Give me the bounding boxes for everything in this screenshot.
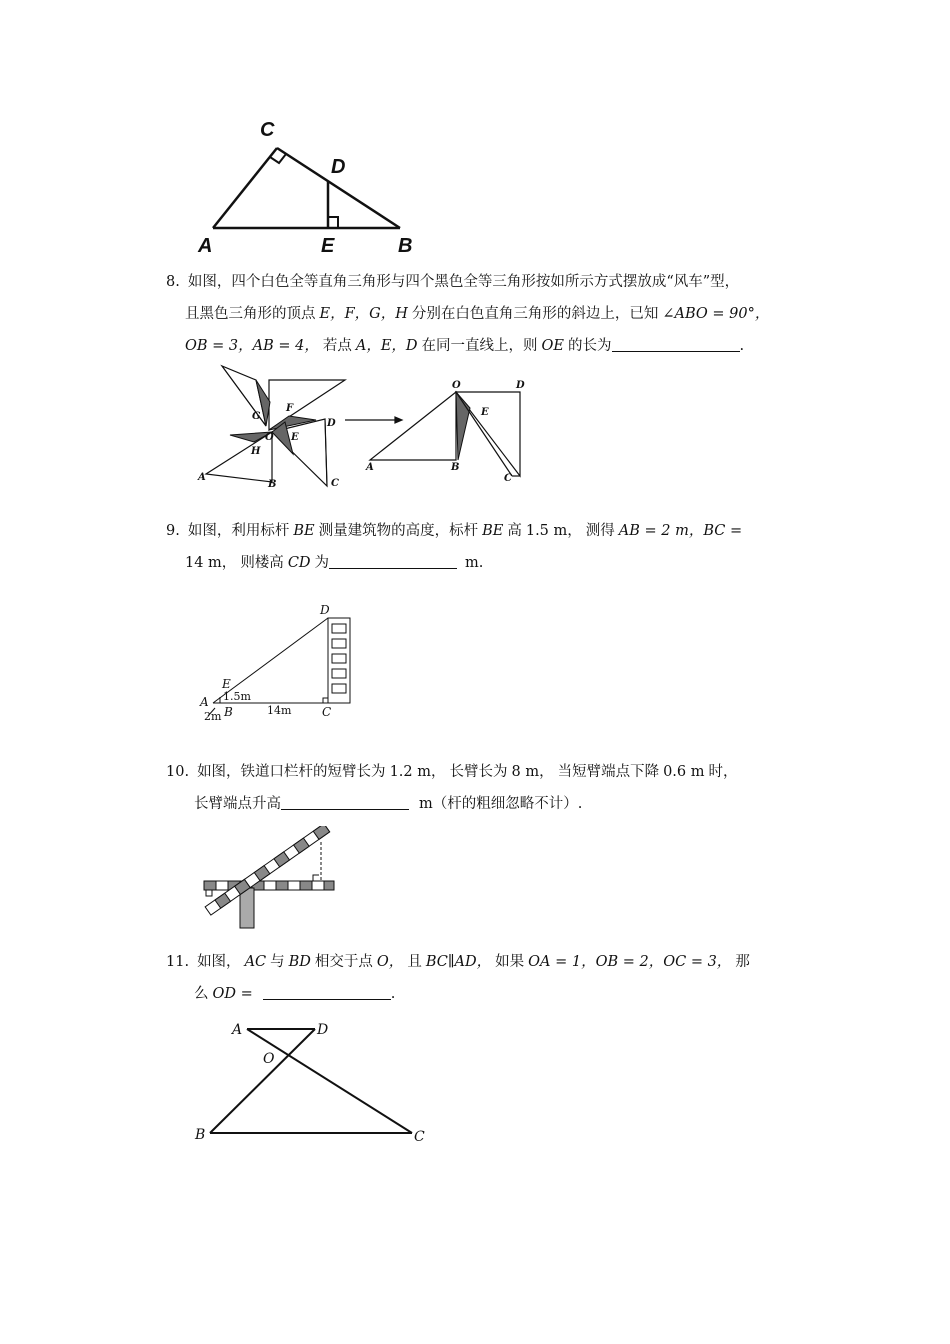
text: 高: [507, 523, 522, 539]
text: 的长为: [568, 338, 612, 354]
math: BD: [288, 954, 311, 970]
label-b: B: [451, 462, 460, 473]
label-e: E: [291, 432, 299, 443]
label-b: B: [224, 705, 233, 719]
label-c: C: [414, 1129, 425, 1145]
text: 分别在白色直角三角形的斜边上，已知: [411, 306, 659, 322]
math: 14 m，: [185, 555, 237, 571]
label-a: A: [198, 472, 206, 483]
text: 若点: [322, 338, 352, 354]
text: 如图，利用标杆: [187, 523, 290, 539]
label-d: D: [317, 1022, 329, 1038]
label-g: G: [252, 411, 261, 422]
answer-blank[interactable]: [281, 795, 409, 810]
short-arm-mark: [206, 890, 212, 896]
label-c: C: [331, 478, 339, 489]
text: .: [390, 986, 396, 1002]
figure-lines: [210, 1029, 412, 1133]
problem-8-line-1: [166, 266, 773, 298]
text: 长臂端点升高: [194, 796, 281, 812]
text: 且: [407, 954, 422, 970]
label-e: E: [321, 235, 335, 257]
figure-building: [196, 600, 366, 725]
triangle-lines: [213, 148, 400, 228]
text: 与: [270, 954, 285, 970]
problem-9: [166, 515, 746, 579]
answer-blank[interactable]: [612, 337, 740, 352]
text: 且黑色三角形的顶点: [185, 306, 316, 322]
label-height: 1.5m: [223, 690, 251, 703]
label-a: A: [198, 235, 213, 257]
label-o: O: [263, 1051, 275, 1067]
math: AC: [244, 954, 267, 970]
math: OD =: [212, 986, 253, 1002]
math: 8 m，: [511, 764, 554, 780]
problem-10: [166, 756, 738, 820]
figure-right-triangle-abc: [190, 110, 430, 260]
tilted-bar: [205, 826, 330, 915]
text: 如图，铁道口栏杆的短臂长为: [197, 764, 386, 780]
problem-9-line-1: [166, 515, 746, 547]
text: 则楼高: [240, 555, 284, 571]
answer-blank[interactable]: [329, 554, 457, 569]
math: BC∥AD，: [425, 954, 492, 970]
label-c: C: [260, 119, 275, 141]
horizontal-bar: [204, 881, 334, 890]
problem-11-line-1: [166, 946, 750, 978]
text: 在同一直线上，则: [421, 338, 538, 354]
text: 时，: [708, 764, 738, 780]
text: 相交于点: [314, 954, 373, 970]
text: 如图，四个白色全等直角三角形与四个黑色全等三角形按如所示方式摆放成“风车”型，: [187, 274, 740, 290]
math: 0.6 m: [663, 764, 705, 780]
text: 长臂长为: [449, 764, 508, 780]
problem-10-line-1: [166, 756, 738, 788]
label-b: B: [398, 235, 413, 257]
label-f: F: [286, 403, 294, 414]
label-e: E: [222, 677, 231, 691]
label-c: C: [322, 705, 332, 719]
text: 么: [194, 986, 209, 1002]
label-a: A: [232, 1022, 243, 1038]
math: BE: [482, 523, 504, 539]
label-a: A: [366, 462, 374, 473]
math: 1.5 m，: [525, 523, 582, 539]
math: ∠ABO = 90°，: [662, 306, 770, 322]
text: .: [739, 338, 745, 354]
text: 如果: [495, 954, 525, 970]
label-h: H: [251, 446, 261, 457]
text: 那: [735, 954, 750, 970]
problem-10-line-2: [166, 788, 738, 820]
label-d: D: [320, 603, 330, 617]
math: OB = 3，AB = 4，: [185, 338, 319, 354]
label-d: D: [327, 418, 336, 429]
figure-crossing-lines: [190, 1015, 435, 1150]
problem-11: [166, 946, 750, 1010]
label-bc-length: 14m: [267, 704, 292, 717]
math: AB = 2 m，BC =: [618, 523, 743, 539]
answer-blank[interactable]: [263, 985, 391, 1000]
math: A，E，D: [355, 338, 418, 354]
problem-number: 10.: [166, 764, 190, 780]
math: E，F，G，H: [319, 306, 408, 322]
label-o: O: [265, 432, 274, 443]
problem-8-line-3: [166, 330, 773, 362]
text: 测量建筑物的高度，标杆: [318, 523, 479, 539]
figure-crossing-barrier: [198, 826, 343, 932]
problem-number: 9.: [166, 523, 180, 539]
problem-8-line-2: [166, 298, 773, 330]
text: 当短臂端点下降: [557, 764, 660, 780]
math: OE: [541, 338, 565, 354]
math: O，: [376, 954, 404, 970]
label-ab-length: 2m: [204, 710, 222, 723]
text: m（杆的粗细忽略不计）.: [419, 796, 583, 812]
problem-number: 11.: [166, 954, 190, 970]
math: CD: [287, 555, 311, 571]
text: m.: [465, 555, 484, 571]
problem-8: [166, 266, 773, 362]
math: OA = 1，OB = 2，OC = 3，: [528, 954, 732, 970]
label-b: B: [195, 1127, 206, 1143]
text: 为: [314, 555, 330, 571]
extracted-figure: [370, 392, 520, 476]
text: 测得: [585, 523, 615, 539]
label-b: B: [268, 479, 277, 490]
label-d: D: [516, 380, 525, 391]
text: 如图，: [197, 954, 241, 970]
label-a: A: [200, 695, 209, 709]
figure-pinwheel: [190, 362, 550, 494]
label-o: O: [452, 380, 461, 391]
arrow-icon: [345, 417, 402, 423]
label-d: D: [331, 156, 346, 178]
math: BE: [293, 523, 315, 539]
label-c: C: [504, 473, 512, 484]
problem-number: 8.: [166, 274, 180, 290]
right-angle-mark: [313, 875, 319, 881]
problem-11-line-2: [166, 978, 750, 1010]
support-post: [240, 888, 254, 928]
problem-9-line-2: [166, 547, 746, 579]
math: 1.2 m，: [389, 764, 446, 780]
label-e: E: [481, 407, 489, 418]
